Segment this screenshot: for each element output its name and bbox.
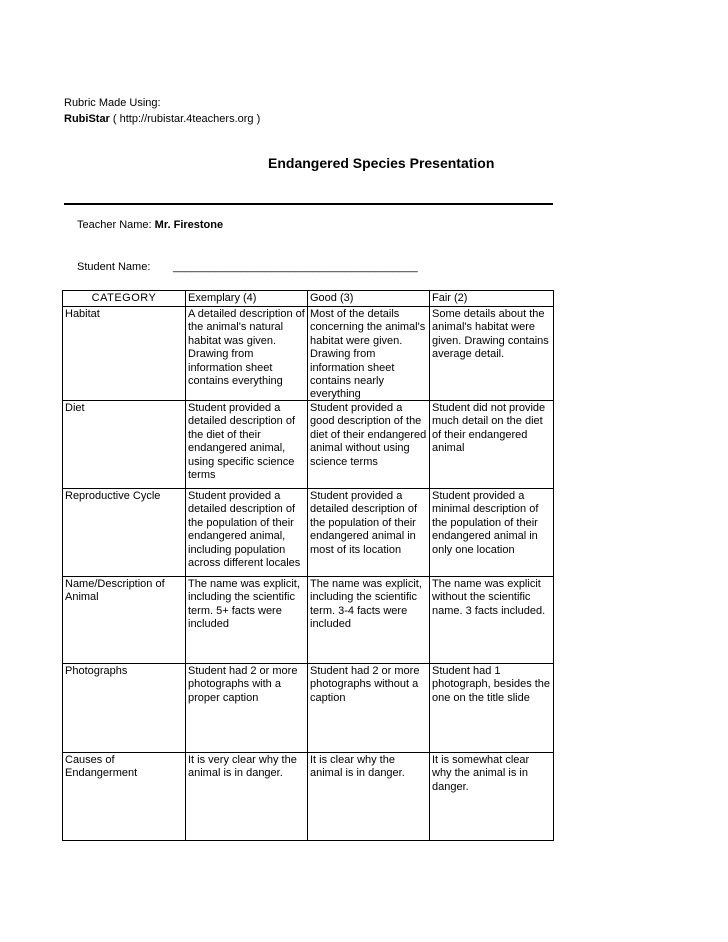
category-cell — [63, 577, 186, 664]
title-divider — [64, 203, 553, 205]
student-name-label: Student Name: — [77, 261, 151, 273]
category-text: Causes of Endangerment — [65, 754, 138, 780]
good-text: It is clear why the animal is in danger. — [310, 754, 405, 780]
rubistar-name: RubiStar — [64, 113, 110, 125]
teacher-name-row — [77, 219, 223, 233]
exemplary-cell — [186, 577, 308, 664]
good-cell — [308, 577, 430, 664]
category-cell — [63, 307, 186, 401]
exemplary-cell — [186, 753, 308, 841]
category-text: Photographs — [65, 665, 128, 677]
rubistar-url: ( http://rubistar.4teachers.org ) — [112, 113, 261, 125]
fair-cell — [430, 307, 554, 401]
category-cell — [63, 753, 186, 841]
student-name-line: ________________________________________ — [173, 261, 418, 273]
page-title: Endangered Species Presentation — [268, 155, 495, 171]
fair-text: It is somewhat clear why the animal is in danger. — [432, 754, 530, 793]
good-text: Student provided a good description of the diet of their endangered animal without using science terms — [310, 402, 427, 468]
table-row — [63, 307, 554, 401]
header-good: Good (3) — [308, 291, 430, 307]
fair-cell — [430, 753, 554, 841]
fair-text: The name was explicit without the scientific name. 3 facts included. — [432, 578, 546, 617]
category-text: Reproductive Cycle — [65, 490, 161, 502]
category-text: Name/Description of Animal — [65, 578, 165, 604]
fair-text: Student did not provide much detail on the diet of their endangered animal — [432, 402, 546, 455]
category-cell — [63, 401, 186, 489]
good-text: Student had 2 or more photographs without a caption — [310, 665, 420, 704]
good-cell — [308, 664, 430, 753]
good-text: The name was explicit, including the scientific term. 3-4 facts were included — [310, 578, 422, 631]
category-text: Diet — [65, 402, 85, 414]
made-using-label: Rubric Made Using: — [64, 97, 161, 109]
fair-cell — [430, 489, 554, 577]
good-cell — [308, 401, 430, 489]
table-header-row — [63, 291, 554, 307]
teacher-name-value: Mr. Firestone — [154, 219, 224, 231]
exemplary-text: It is very clear why the animal is in danger. — [188, 754, 297, 780]
fair-cell — [430, 664, 554, 753]
good-text: Most of the details concerning the animal's habitat were given. Drawing from information sheet contains nearly everything — [310, 308, 426, 400]
category-cell — [63, 489, 186, 577]
fair-cell — [430, 401, 554, 489]
fair-text: Student had 1 photograph, besides the one on the title slide — [432, 665, 551, 704]
exemplary-text: A detailed description of the animal's natural habitat was given. Drawing from information sheet contains everything — [188, 308, 305, 388]
rubric-table — [62, 290, 554, 841]
header-category: CATEGORY — [63, 291, 186, 307]
table-row — [63, 664, 554, 753]
table-row — [63, 489, 554, 577]
good-cell — [308, 489, 430, 577]
category-text: Habitat — [65, 308, 100, 320]
teacher-name-label: Teacher Name: — [77, 219, 152, 231]
exemplary-cell — [186, 307, 308, 401]
header-fair: Fair (2) — [430, 291, 554, 307]
table-row — [63, 401, 554, 489]
exemplary-cell — [186, 489, 308, 577]
exemplary-text: Student had 2 or more photographs with a proper caption — [188, 665, 298, 704]
exemplary-text: Student provided a detailed description of the diet of their endangered animal, using specific science terms — [188, 402, 296, 482]
header-exemplary: Exemplary (4) — [186, 291, 308, 307]
table-row — [63, 753, 554, 841]
fair-cell — [430, 577, 554, 664]
table-row — [63, 577, 554, 664]
good-text: Student provided a detailed description of the population of their endangered animal in most of its location — [310, 490, 418, 556]
exemplary-text: Student provided a detailed description of the population of their endangered animal, including population across different locales — [188, 490, 301, 570]
exemplary-text: The name was explicit, including the scientific term. 5+ facts were included — [188, 578, 300, 631]
category-cell — [63, 664, 186, 753]
good-cell — [308, 307, 430, 401]
fair-text: Student provided a minimal description of the population of their endangered animal in only one location — [432, 490, 539, 556]
rubistar-credit — [64, 113, 260, 127]
exemplary-cell — [186, 401, 308, 489]
fair-text: Some details about the animal's habitat were given. Drawing contains average detail. — [432, 308, 549, 361]
exemplary-cell — [186, 664, 308, 753]
good-cell — [308, 753, 430, 841]
